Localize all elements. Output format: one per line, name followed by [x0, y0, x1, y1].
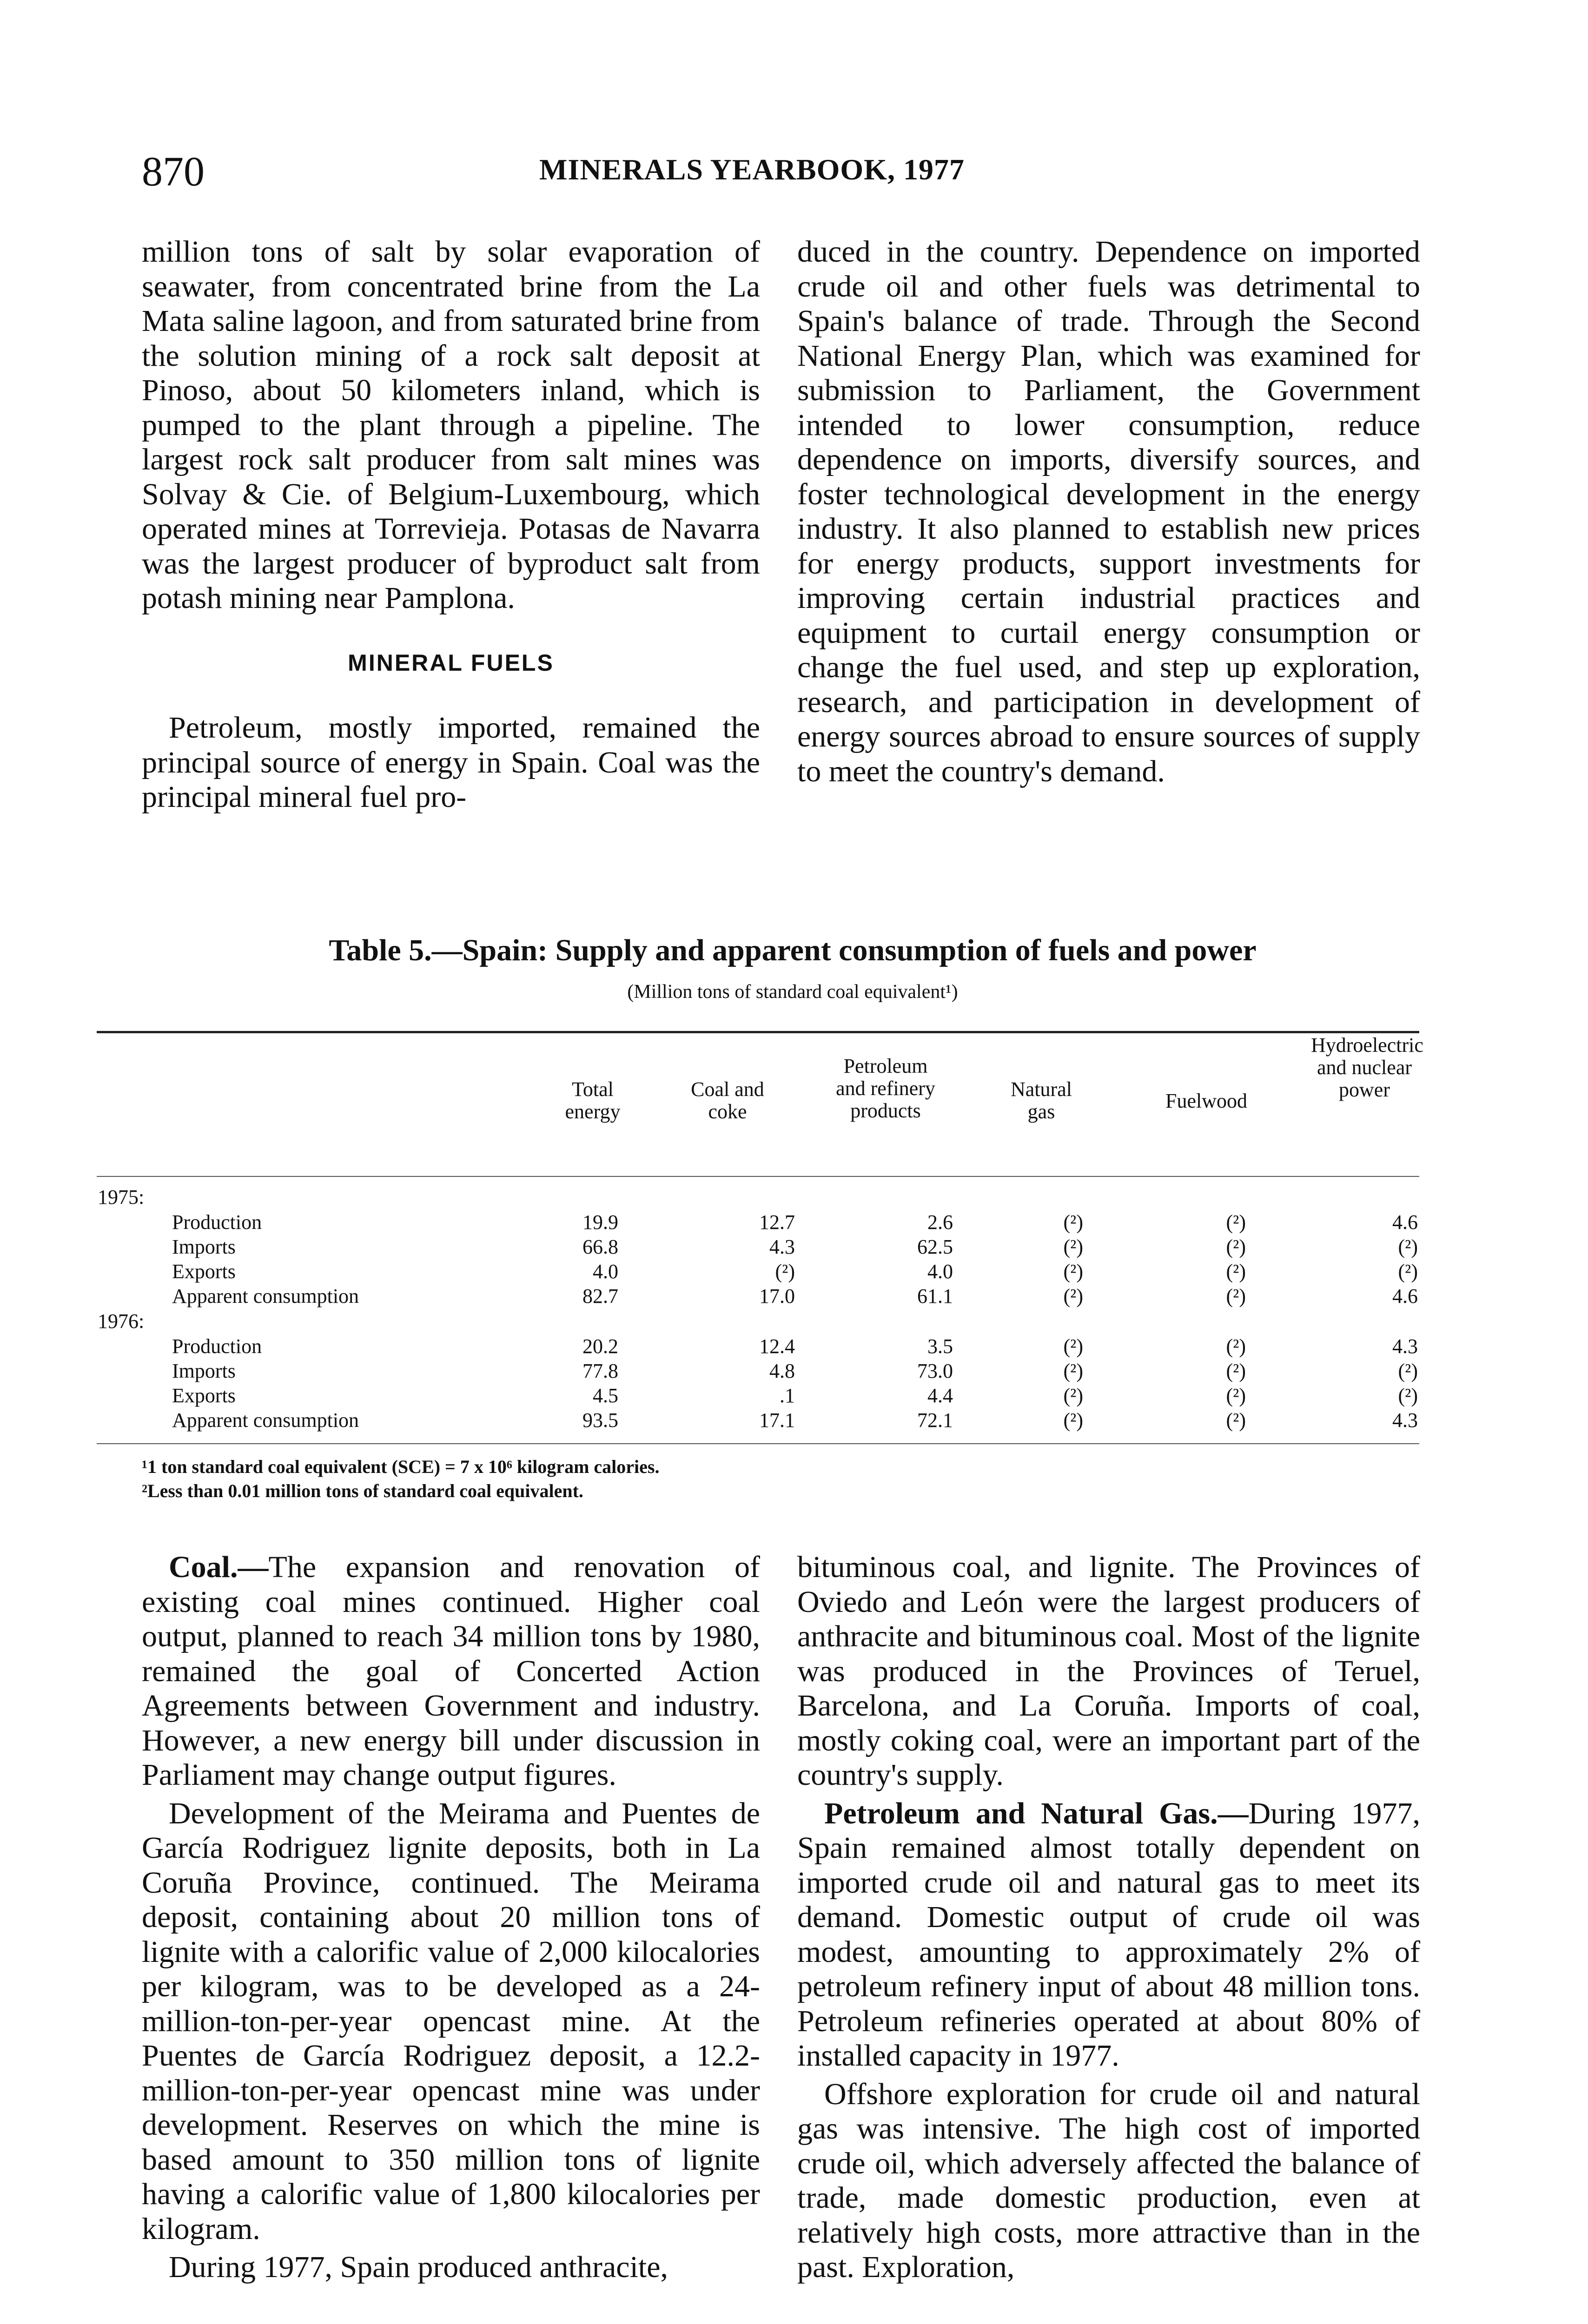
cell: 93.5 [582, 1409, 618, 1432]
cell: 4.3 [769, 1235, 795, 1258]
left-column-bottom [142, 1550, 760, 2285]
cell: 4.3 [1392, 1335, 1418, 1358]
coal-paragraph-3: During 1977, Spain produced anthracite, [169, 2250, 668, 2284]
cell: 2.6 [927, 1211, 953, 1234]
cell: (²) [1063, 1360, 1083, 1382]
cell: 19.9 [582, 1211, 618, 1234]
cell: 72.1 [917, 1409, 953, 1432]
cell: (²) [1226, 1360, 1246, 1382]
cell: (²) [1063, 1384, 1083, 1407]
cell: (²) [1063, 1260, 1083, 1283]
left-column-top [142, 235, 760, 815]
cell: 82.7 [582, 1285, 618, 1307]
cell: (²) [1063, 1211, 1083, 1234]
cell: 62.5 [917, 1235, 953, 1258]
col-header-petroleum: Petroleum and refinery products [836, 1055, 935, 1122]
petroleum-paragraph-2: Offshore exploration for crude oil and natural gas was intensive. The high cost of imported crude oil, which adversely affected the balance of trade, made domestic production, even at relatively high costs, more attractive than in the past. Exploration, [797, 2077, 1420, 2284]
cell: (²) [1226, 1260, 1246, 1283]
row-label: Exports [172, 1260, 236, 1283]
cell: 4.6 [1392, 1285, 1418, 1307]
cell: (²) [1226, 1285, 1246, 1307]
row-label: Apparent consumption [172, 1409, 359, 1432]
energy-policy-paragraph: duced in the country. Dependence on imported crude oil and other fuels was detrimental to Spain's balance of trade. Through the Second National Energy Plan, which was examined for submission to Parliament, the Government intended to lower consumption, reduce dependence on imports, diversify sources, and foster technological development in the energy industry. It also planned to establish new prices for energy products, support investments for improving certain industrial practices and equipment to curtail energy consumption or change the fuel used, and step up exploration, research, and participation in development of energy sources abroad to ensure sources of supply to meet the country's demand. [797, 235, 1420, 788]
petroleum-paragraph-1 [797, 1796, 1420, 2073]
col-header-natural-gas: Natural gas [1011, 1078, 1072, 1123]
year-1975: 1975: [98, 1186, 145, 1208]
cell: (²) [1226, 1335, 1246, 1358]
fuels-intro: Petroleum, mostly imported, remained the principal source of energy in Spain. Coal was the principal mineral fuel pro- [142, 711, 760, 814]
cell: 4.3 [1392, 1409, 1418, 1432]
col-header-hydro-nuclear: Hydroelectric and nuclear power [1311, 1034, 1423, 1101]
table-title: Table 5.—Spain: Supply and apparent consumption of fuels and power [329, 933, 1257, 967]
section-heading: MINERAL FUELS [348, 649, 554, 676]
row-label: Production [172, 1335, 262, 1358]
cell: (²) [1398, 1235, 1418, 1258]
running-head: MINERALS YEARBOOK, 1977 [539, 153, 965, 186]
coal-paragraph-1 [142, 1550, 760, 1793]
coal-run-in: Coal.— [169, 1550, 269, 1584]
table-header-rule [97, 1176, 1419, 1177]
row-label: Production [172, 1211, 262, 1234]
cell: (²) [1063, 1285, 1083, 1307]
row-label: Imports [172, 1235, 236, 1258]
coal-continued-paragraph: bituminous coal, and lignite. The Provinces of Oviedo and León were the largest producers of anthracite and bituminous coal. Most of the lignite was produced in the Provinces of Teruel, Barcelona, and La Coruña. Imports of coal, mostly coking coal, were an important part of the country's supply. [797, 1550, 1420, 1792]
table-top-rule [97, 1031, 1419, 1033]
col-header-total-energy: Total energy [565, 1078, 621, 1123]
cell: 61.1 [917, 1285, 953, 1307]
cell: (²) [1226, 1235, 1246, 1258]
cell: 12.4 [759, 1335, 795, 1358]
right-column-top [797, 235, 1420, 789]
cell: 17.0 [759, 1285, 795, 1307]
cell: (²) [1063, 1235, 1083, 1258]
cell: 4.0 [593, 1260, 618, 1283]
page-number: 870 [142, 149, 205, 195]
cell: 66.8 [582, 1235, 618, 1258]
coal-paragraph-2: Development of the Meirama and Puentes de García Rodriguez lignite deposits, both in La Coruña Province, continued. The Meirama deposit, containing about 20 million tons of lignite with a calorific value of 2,000 kilocalories per kilogram, was to be developed as a 24-million-ton-per-year opencast mine. At the Puentes de García Rodriguez deposit, a 12.2-million-ton-per-year opencast mine was under development. Reserves on which the mine is based amount to 350 million tons of lignite having a calorific value of 1,800 kilocalories per kilogram. [142, 1796, 760, 2246]
cell: (²) [1226, 1384, 1246, 1407]
footnote-1: ¹1 ton standard coal equivalent (SCE) = 7 x 10⁶ kilogram calories. [142, 1456, 660, 1477]
coal-text-1: The expansion and renovation of existing coal mines continued. Higher coal output, planned to reach 34 million tons by 1980, remained the goal of Concerted Action Agreements between Government and industry. However, a new energy bill under discussion in Parliament may change output figures. [142, 1550, 760, 1792]
cell: 12.7 [759, 1211, 795, 1234]
cell: 17.1 [759, 1409, 795, 1432]
col-header-fuelwood: Fuelwood [1165, 1089, 1247, 1112]
cell: (²) [1226, 1409, 1246, 1432]
petroleum-text-1: During 1977, Spain remained almost totally dependent on imported crude oil and natural gas to meet its demand. Domestic output of crude oil was modest, amounting to approximately 2% of petroleum refinery input of about 48 million tons. Petroleum refineries operated at about 80% of installed capacity in 1977. [797, 1796, 1421, 2073]
cell: (²) [1226, 1211, 1246, 1234]
cell: 4.8 [769, 1360, 795, 1382]
footnote-2: ²Less than 0.01 million tons of standard coal equivalent. [142, 1480, 583, 1501]
cell: 20.2 [582, 1335, 618, 1358]
cell: (²) [1063, 1409, 1083, 1432]
col-header-coal-coke: Coal and coke [691, 1078, 764, 1123]
cell: 73.0 [917, 1360, 953, 1382]
right-column-bottom [797, 1550, 1420, 2285]
table-subtitle: (Million tons of standard coal equivalent¹) [627, 981, 958, 1003]
cell: 4.0 [927, 1260, 953, 1283]
row-label: Imports [172, 1360, 236, 1382]
cell: .1 [780, 1384, 795, 1407]
table-bottom-rule [97, 1443, 1419, 1444]
cell: 4.5 [593, 1384, 618, 1407]
cell: (²) [1398, 1360, 1418, 1382]
salt-paragraph: million tons of salt by solar evaporation of seawater, from concentrated brine from the La Mata saline lagoon, and from saturated brine from the solution mining of a rock salt deposit at Pinoso, about 50 kilometers inland, which is pumped to the plant through a pipeline. The largest rock salt producer from salt mines was Solvay & Cie. of Belgium-Luxembourg, which operated mines at Torrevieja. Potasas de Navarra was the largest producer of byproduct salt from potash mining near Pamplona. [142, 235, 760, 615]
petroleum-run-in: Petroleum and Natural Gas.— [824, 1796, 1249, 1830]
cell: 4.6 [1392, 1211, 1418, 1234]
cell: 77.8 [582, 1360, 618, 1382]
cell: (²) [1398, 1384, 1418, 1407]
cell: (²) [1398, 1260, 1418, 1283]
cell: (²) [1063, 1335, 1083, 1358]
cell: 4.4 [927, 1384, 953, 1407]
cell: (²) [775, 1260, 795, 1283]
year-1976: 1976: [98, 1310, 145, 1333]
row-label: Exports [172, 1384, 236, 1407]
cell: 3.5 [927, 1335, 953, 1358]
row-label: Apparent consumption [172, 1285, 359, 1307]
